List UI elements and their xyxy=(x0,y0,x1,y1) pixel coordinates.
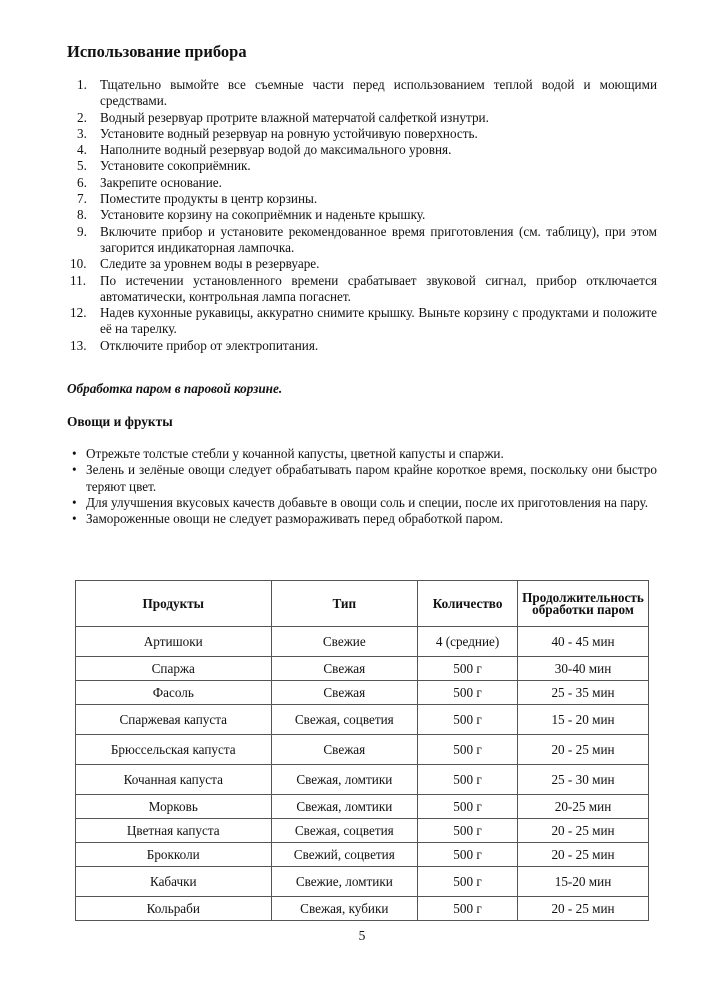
cell-duration: 15-20 мин xyxy=(518,867,649,897)
header-products: Продукты xyxy=(76,581,272,627)
list-item xyxy=(67,305,657,338)
cell-type: Свежая, соцветия xyxy=(271,819,418,843)
cell-type: Свежие, ломтики xyxy=(271,867,418,897)
steaming-times-table xyxy=(75,580,649,921)
cell-duration: 20-25 мин xyxy=(518,795,649,819)
step-number: 13. xyxy=(70,337,87,353)
table-row xyxy=(76,795,649,819)
cell-type: Свежая, ломтики xyxy=(271,795,418,819)
list-item xyxy=(67,462,657,495)
cell-quantity: 500 г xyxy=(418,705,518,735)
list-item xyxy=(67,495,657,511)
list-item xyxy=(67,126,657,142)
step-text: Поместите продукты в центр корзины. xyxy=(100,191,318,207)
list-item xyxy=(67,110,657,126)
step-number: 8. xyxy=(77,207,87,223)
table-row xyxy=(76,897,649,921)
cell-duration: 20 - 25 мин xyxy=(518,843,649,867)
cell-product: Спаржевая капуста xyxy=(76,705,272,735)
bullet-icon: • xyxy=(72,511,77,527)
cell-duration: 20 - 25 мин xyxy=(518,735,649,765)
cell-type: Свежая xyxy=(271,681,418,705)
step-number: 11. xyxy=(70,272,86,288)
table-row xyxy=(76,735,649,765)
cell-duration: 25 - 35 мин xyxy=(518,681,649,705)
step-text: Установите корзину на сокоприёмник и наденьте крышку. xyxy=(100,207,426,223)
table-header-row xyxy=(76,581,649,627)
section-title: Обработка паром в паровой корзине. xyxy=(67,381,283,396)
table-row xyxy=(76,657,649,681)
cell-quantity: 500 г xyxy=(418,867,518,897)
cell-quantity: 500 г xyxy=(418,735,518,765)
list-item xyxy=(67,224,657,257)
cell-product: Артишоки xyxy=(76,627,272,657)
cell-type: Свежая xyxy=(271,735,418,765)
step-text: Водный резервуар протрите влажной матерчатой салфеткой изнутри. xyxy=(100,109,489,125)
subsection-title: Овощи и фрукты xyxy=(67,414,173,429)
step-number: 5. xyxy=(77,158,87,174)
step-text: Следите за уровнем воды в резервуаре. xyxy=(100,256,320,272)
cell-duration: 25 - 30 мин xyxy=(518,765,649,795)
cell-duration: 30-40 мин xyxy=(518,657,649,681)
cell-product: Кольраби xyxy=(76,897,272,921)
table-row xyxy=(76,819,649,843)
cell-duration: 40 - 45 мин xyxy=(518,627,649,657)
usage-steps-list xyxy=(67,77,657,354)
cell-product: Морковь xyxy=(76,795,272,819)
cell-duration: 20 - 25 мин xyxy=(518,819,649,843)
cell-product: Кабачки xyxy=(76,867,272,897)
step-text: Установите сокоприёмник. xyxy=(100,158,251,174)
header-quantity: Количество xyxy=(418,581,518,627)
table-row xyxy=(76,627,649,657)
tips-list xyxy=(67,446,657,527)
list-item xyxy=(67,77,657,110)
cell-quantity: 500 г xyxy=(418,795,518,819)
header-type: Тип xyxy=(271,581,418,627)
cell-quantity: 500 г xyxy=(418,819,518,843)
cell-type: Свежие xyxy=(271,627,418,657)
cell-quantity: 500 г xyxy=(418,681,518,705)
cell-quantity: 500 г xyxy=(418,843,518,867)
cell-type: Свежая xyxy=(271,657,418,681)
tip-text: Зелень и зелёные овощи следует обрабатывать паром крайне короткое время, поскольку они быстро теряют цвет. xyxy=(86,462,657,494)
step-number: 1. xyxy=(77,77,87,92)
step-number: 9. xyxy=(77,223,87,239)
cell-type: Свежая, ломтики xyxy=(271,765,418,795)
tip-text: Отрежьте толстые стебли у кочанной капусты, цветной капусты и спаржи. xyxy=(86,446,504,461)
list-item xyxy=(67,175,657,191)
bullet-icon: • xyxy=(72,446,77,461)
list-item xyxy=(67,191,657,207)
cell-type: Свежая, соцветия xyxy=(271,705,418,735)
cell-product: Фасоль xyxy=(76,681,272,705)
step-text: Надев кухонные рукавицы, аккуратно снимите крышку. Выньте корзину с продуктами и положите её на тарелку. xyxy=(100,305,657,337)
list-item xyxy=(67,158,657,174)
step-text: Закрепите основание. xyxy=(100,174,222,190)
cell-quantity: 4 (средние) xyxy=(418,627,518,657)
page-heading: Использование прибора xyxy=(67,42,247,61)
cell-product: Спаржа xyxy=(76,657,272,681)
table-row xyxy=(76,765,649,795)
table-row xyxy=(76,867,649,897)
table-row xyxy=(76,705,649,735)
cell-quantity: 500 г xyxy=(418,657,518,681)
list-item xyxy=(67,446,657,462)
cell-product: Брюссельская капуста xyxy=(76,735,272,765)
step-number: 3. xyxy=(77,125,87,141)
step-text: Включите прибор и установите рекомендованное время приготовления (см. таблицу), при этом загорится индикаторная лампочка. xyxy=(100,223,657,255)
cell-quantity: 500 г xyxy=(418,765,518,795)
cell-duration: 15 - 20 мин xyxy=(518,705,649,735)
list-item xyxy=(67,207,657,223)
step-text: Наполните водный резервуар водой до максимального уровня. xyxy=(100,142,452,158)
step-text: По истечении установленного времени срабатывает звуковой сигнал, прибор отключается автоматически, контрольная лампа погаснет. xyxy=(100,272,657,304)
step-number: 7. xyxy=(77,191,87,207)
bullet-icon: • xyxy=(72,494,77,510)
step-text: Установите водный резервуар на ровную устойчивую поверхность. xyxy=(100,125,478,141)
cell-product: Кочанная капуста xyxy=(76,765,272,795)
step-number: 4. xyxy=(77,142,87,158)
cell-type: Свежая, кубики xyxy=(271,897,418,921)
step-number: 12. xyxy=(70,305,87,321)
cell-product: Брокколи xyxy=(76,843,272,867)
list-item xyxy=(67,511,657,527)
cell-duration: 20 - 25 мин xyxy=(518,897,649,921)
list-item xyxy=(67,256,657,272)
tip-text: Для улучшения вкусовых качеств добавьте в овощи соль и специи, после их приготовления на пару. xyxy=(86,494,649,510)
table-row xyxy=(76,681,649,705)
step-text: Тщательно вымойте все съемные части перед использованием теплой водой и моющими средствами. xyxy=(100,77,657,109)
cell-type: Свежий, соцветия xyxy=(271,843,418,867)
tip-text: Замороженные овощи не следует размораживать перед обработкой паром. xyxy=(86,511,504,527)
step-number: 2. xyxy=(77,109,87,125)
step-number: 6. xyxy=(77,174,87,190)
step-number: 10. xyxy=(70,256,87,272)
step-text: Отключите прибор от электропитания. xyxy=(100,337,319,353)
list-item xyxy=(67,142,657,158)
cell-quantity: 500 г xyxy=(418,897,518,921)
bullet-icon: • xyxy=(72,462,77,478)
cell-product: Цветная капуста xyxy=(76,819,272,843)
header-duration: Продолжительность обработки паром xyxy=(518,581,649,627)
page-number: 5 xyxy=(358,928,366,943)
list-item xyxy=(67,338,657,354)
table-row xyxy=(76,843,649,867)
list-item xyxy=(67,273,657,306)
